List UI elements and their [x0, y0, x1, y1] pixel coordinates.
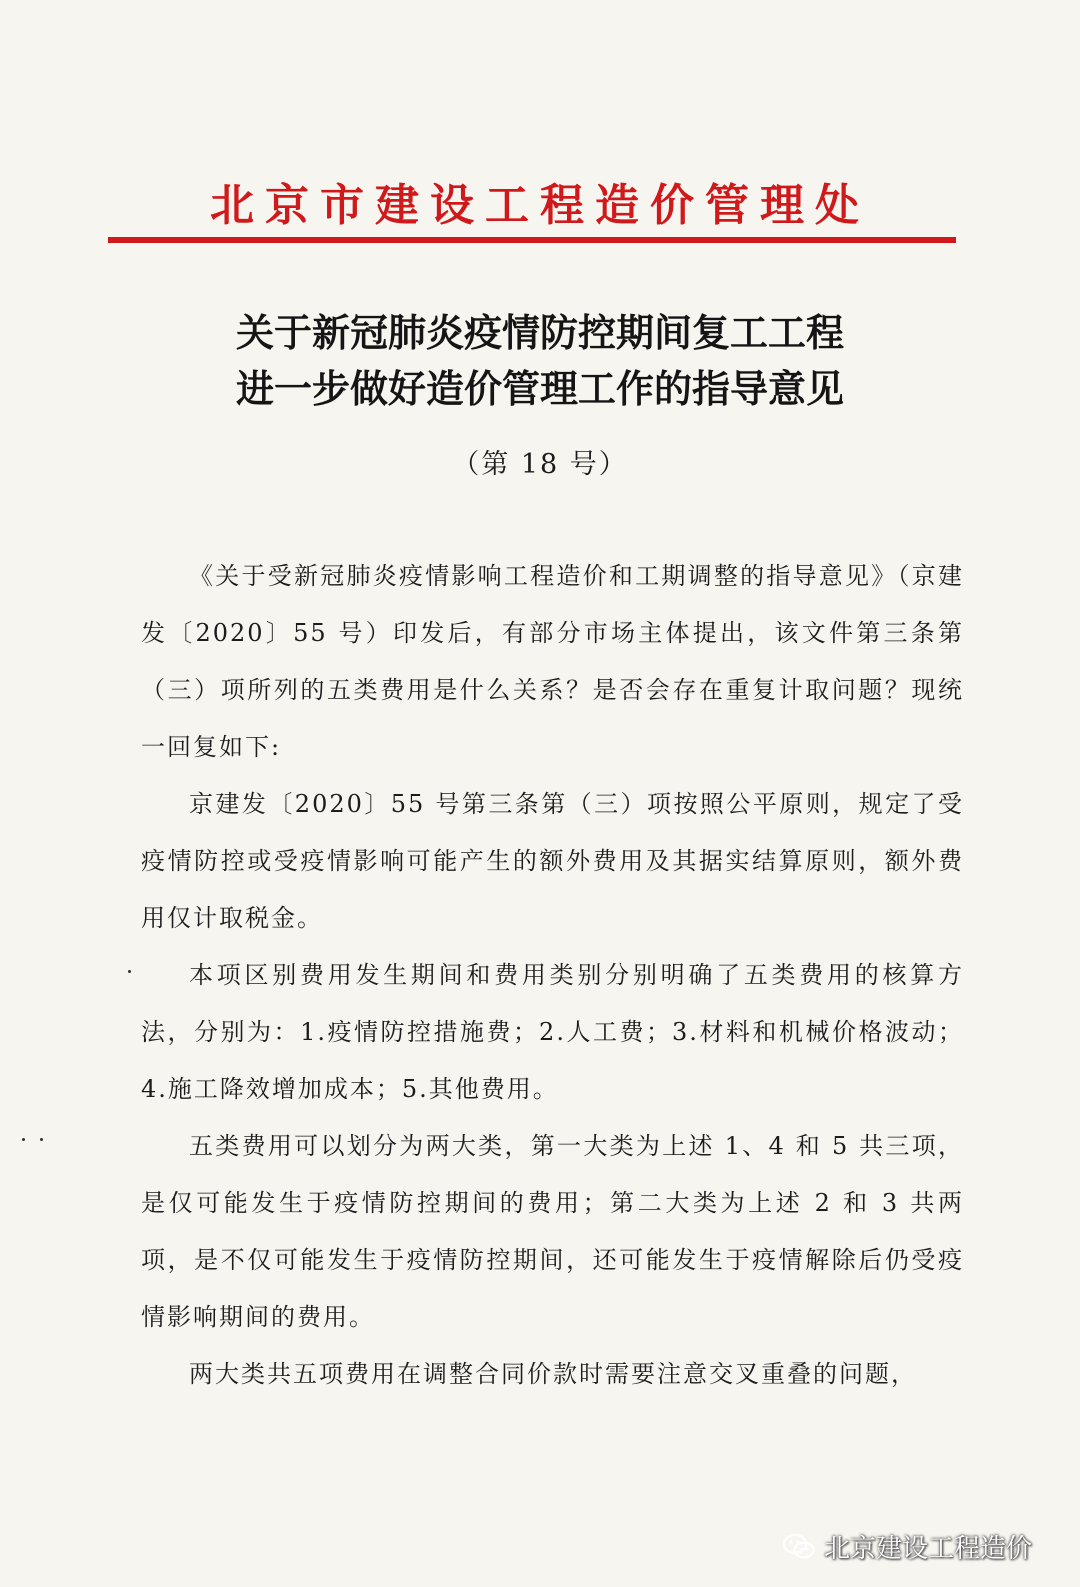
- scan-speck: [22, 1138, 25, 1141]
- red-header-rule: [108, 237, 956, 243]
- source-watermark: [782, 1528, 1032, 1565]
- body-paragraph-4: 五类费用可以划分为两大类，第一大类为上述 1、4 和 5 共三项，是仅可能发生于疫情防控期间的费用；第二大类为上述 2 和 3 共两项，是不仅可能发生于疫情防控期间，还可能发生于疫情解除后仍受疫情影响期间的费用。: [141, 1132, 964, 1331]
- issuing-org-header: 北京市建设工程造价管理处: [210, 180, 870, 231]
- watermark-text: 北京建设工程造价: [823, 1534, 1032, 1564]
- document-title-line-1: 关于新冠肺炎疫情防控期间复工工程: [235, 310, 844, 355]
- document-body: [141, 548, 964, 1403]
- body-paragraph-3: 本项区别费用发生期间和费用类别分别明确了五类费用的核算方法，分别为：1.疫情防控措施费；2.人工费；3.材料和机械价格波动；4.施工降效增加成本；5.其他费用。: [141, 961, 964, 1103]
- body-paragraph-5: 两大类共五项费用在调整合同价款时需要注意交叉重叠的问题，: [189, 1360, 917, 1388]
- body-paragraph-1: 《关于受新冠肺炎疫情影响工程造价和工期调整的指导意见》（京建发〔2020〕55 号）印发后，有部分市场主体提出，该文件第三条第（三）项所列的五类费用是什么关系？是否会存在重复计取问题？现统一回复如下:: [141, 562, 964, 761]
- document-title-line-2: 进一步做好造价管理工作的指导意见: [235, 366, 844, 411]
- scan-speck: [40, 1138, 43, 1141]
- body-paragraph-2: 京建发〔2020〕55 号第三条第（三）项按照公平原则，规定了受疫情防控或受疫情影响可能产生的额外费用及其据实结算原则，额外费用仅计取税金。: [141, 790, 964, 932]
- document-number: （第 18 号）: [452, 449, 628, 480]
- scan-speck: [128, 970, 131, 973]
- wechat-icon: [782, 1532, 816, 1562]
